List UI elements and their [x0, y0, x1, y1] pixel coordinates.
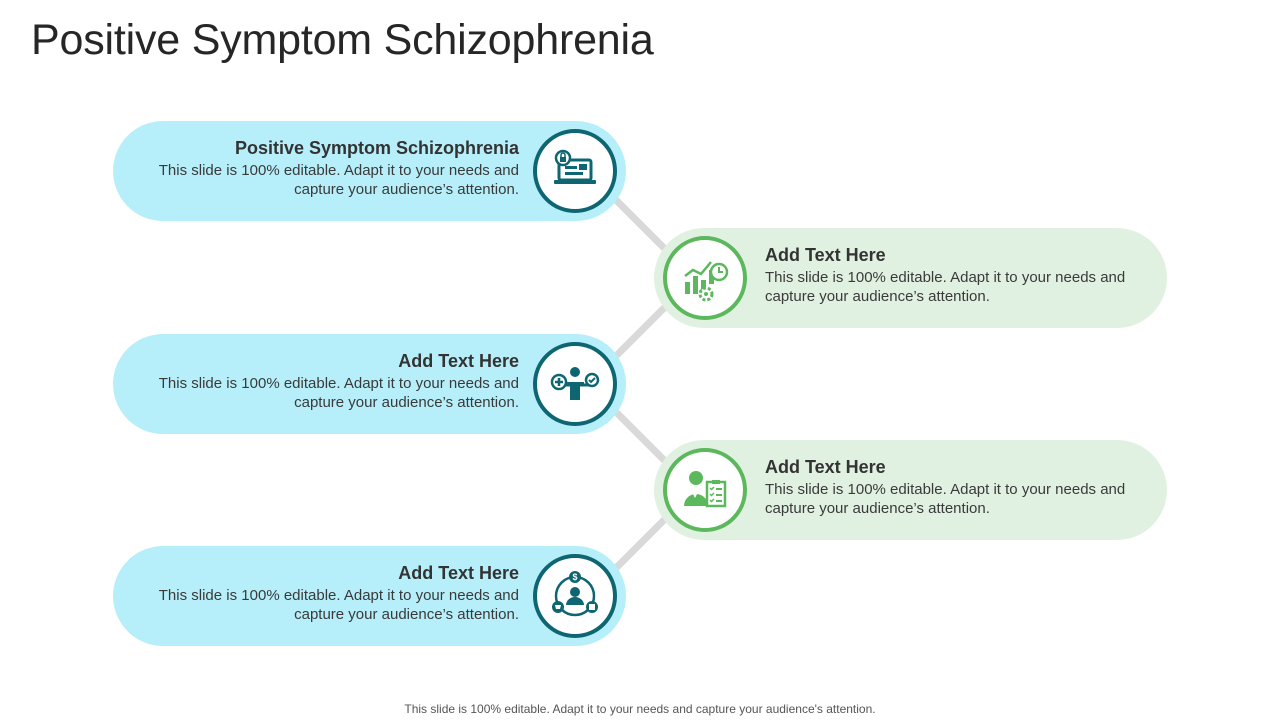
- analytics-gear-clock-icon: [663, 236, 747, 320]
- connector-line: [612, 196, 668, 252]
- item-card-4: [654, 440, 1167, 540]
- item-text-5: [139, 561, 519, 624]
- item-heading: Positive Symptom Schizophrenia: [234, 138, 519, 158]
- item-text-4: [765, 455, 1145, 518]
- item-description: This slide is 100% editable. Adapt it to your needs and capture your audience’s attention.: [765, 269, 1126, 305]
- item-description: This slide is 100% editable. Adapt it to your needs and capture your audience’s attention.: [158, 162, 519, 198]
- item-description: This slide is 100% editable. Adapt it to your needs and capture your audience’s attention.: [765, 481, 1126, 517]
- item-heading: Add Text Here: [398, 351, 519, 371]
- slide-title: Positive Symptom Schizophrenia: [31, 16, 654, 64]
- item-description: This slide is 100% editable. Adapt it to your needs and capture your audience’s attention.: [158, 375, 519, 411]
- item-heading: Add Text Here: [765, 457, 886, 477]
- item-text-3: [139, 349, 519, 412]
- item-card-2: [654, 228, 1167, 328]
- person-checklist-icon: [663, 448, 747, 532]
- person-balance-icon: [533, 342, 617, 426]
- item-heading: Add Text Here: [765, 245, 886, 265]
- item-card-3: [113, 334, 626, 434]
- item-card-1: [113, 121, 626, 221]
- connector-line: [612, 304, 668, 360]
- svg-text:$: $: [572, 572, 578, 582]
- connector-line: [612, 408, 668, 464]
- laptop-lock-icon: [533, 129, 617, 213]
- item-text-1: [139, 136, 519, 199]
- item-text-2: [765, 243, 1145, 306]
- footer-note: This slide is 100% editable. Adapt it to your needs and capture your audience's attention.: [404, 702, 876, 716]
- item-heading: Add Text Here: [398, 563, 519, 583]
- item-description: This slide is 100% editable. Adapt it to your needs and capture your audience’s attention.: [158, 587, 519, 623]
- person-network-icon: [533, 554, 617, 638]
- item-card-5: [113, 546, 626, 646]
- connector-line: [612, 516, 668, 572]
